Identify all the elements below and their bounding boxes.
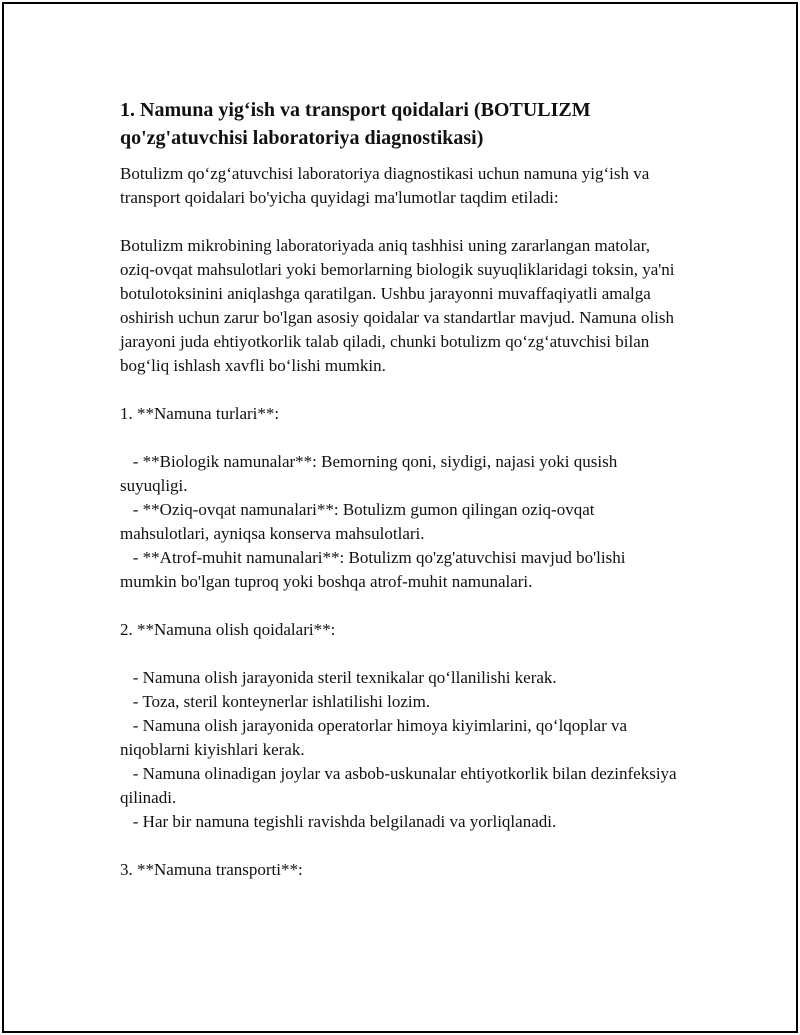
document-page — [2, 2, 798, 1033]
list-item: - **Biologik namunalar**: Bemorning qoni, siydigi, najasi yoki qusish suyuqligi. — [120, 452, 622, 495]
list-item: - **Oziq-ovqat namunalari**: Botulizm gumon qilingan oziq-ovqat mahsulotlari, ayniqsa konserva mahsulotlari. — [120, 500, 599, 543]
list-item: - Namuna olish jarayonida operatorlar himoya kiyimlarini, qo‘lqoplar va niqoblarni kiyishlari kerak. — [120, 716, 632, 759]
list-item: - Namuna olish jarayonida steril texnikalar qo‘llanilishi kerak. — [120, 668, 557, 687]
body-paragraph: Botulizm mikrobining laboratoriyada aniq tashhisi uning zararlangan matolar, oziq-ovqat mahsulotlari yoki bemorlarning biologik suyuqliklaridagi toksin, ya'ni botulotoksinini aniqlashga qaratilgan. Ushbu jarayonni muvaffaqiyatli amalga oshirish uchun zarur bo'lgan asosiy qoidalar va standartlar mavjud. Namuna olish jarayoni juda ehtiyotkorlik talab qiladi, chunki botulizm qo‘zg‘atuvchisi bilan bog‘liq ishlash xavfli bo‘lishi mumkin. — [120, 236, 679, 375]
section-heading: 2. **Namuna olish qoidalari**: — [120, 620, 336, 639]
list-item: - **Atrof-muhit namunalari**: Botulizm qo'zg'atuvchisi mavjud bo'lishi mumkin bo'lgan tuproq yoki boshqa atrof-muhit namunalari. — [120, 548, 630, 591]
sampling-rules-list — [120, 666, 680, 834]
section-heading: 3. **Namuna transporti**: — [120, 860, 303, 879]
document-content — [120, 96, 680, 906]
sample-types-list — [120, 450, 680, 594]
list-item: - Toza, steril konteynerlar ishlatilishi lozim. — [120, 692, 431, 711]
intro-paragraph: Botulizm qo‘zg‘atuvchisi laboratoriya diagnostikasi uchun namuna yig‘ish va transport qoidalari bo'yicha quyidagi ma'lumotlar taqdim etiladi: — [120, 164, 654, 207]
section-heading: 1. **Namuna turlari**: — [120, 404, 280, 423]
list-item: - Namuna olinadigan joylar va asbob-uskunalar ehtiyotkorlik bilan dezinfeksiya qilinadi. — [120, 764, 681, 807]
list-item: - Har bir namuna tegishli ravishda belgilanadi va yorliqlanadi. — [120, 812, 557, 831]
document-title: 1. Namuna yig‘ish va transport qoidalari (BOTULIZM qo'zg'atuvchisi laboratoriya diagnostikasi) — [120, 99, 591, 149]
